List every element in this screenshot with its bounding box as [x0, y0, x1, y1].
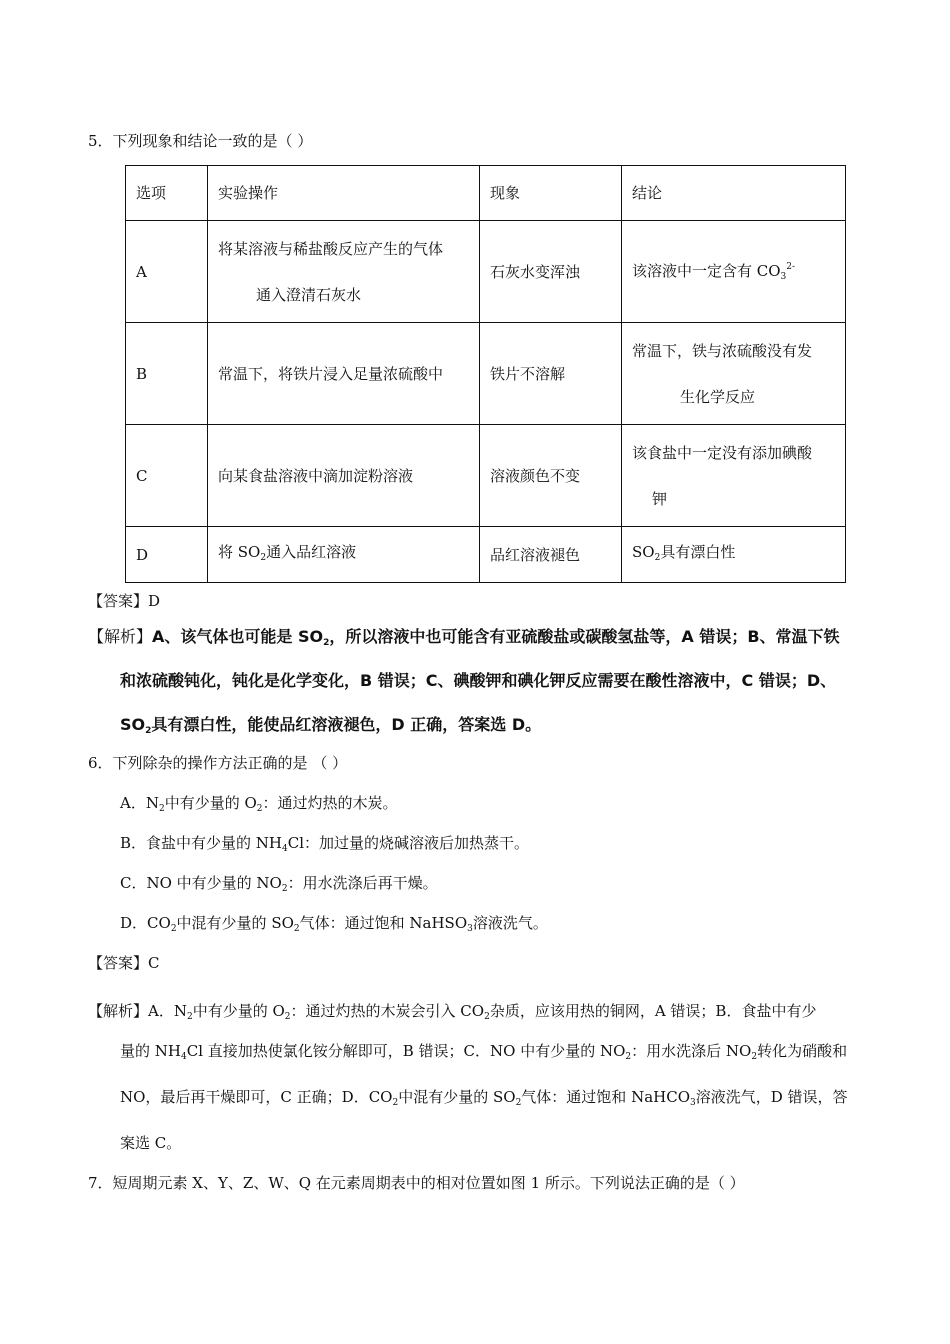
- subscript: 4: [282, 844, 288, 854]
- subscript: 2: [392, 1098, 399, 1108]
- analysis-5-line-2: 和浓硫酸钝化，钝化是化学变化，B 错误；C、碘酸钾和碘化钾反应需要在酸性溶液中，C 错误；D、: [120, 671, 837, 690]
- option-text: 溶液洗气。: [472, 914, 548, 932]
- row-operation: 向某食盐溶液中滴加淀粉溶液: [208, 425, 480, 527]
- subscript: 2: [186, 1012, 193, 1022]
- subscript: 2: [625, 1052, 632, 1062]
- subscript: 2: [484, 1012, 490, 1022]
- operation-line: 通入澄清石灰水: [256, 285, 362, 304]
- subscript: 4: [180, 1052, 187, 1062]
- conclusion-text: 该溶液中一定含有 CO: [632, 261, 781, 280]
- operation-text: 将 SO: [218, 542, 261, 561]
- analysis-text: ：通过灼热的木炭会引入 CO: [290, 1002, 485, 1020]
- subscript: 3: [467, 924, 473, 934]
- row-option: D: [126, 527, 208, 583]
- conclusion-text: SO: [632, 542, 655, 561]
- analysis-text: 气体：通过饱和 NaHCO: [521, 1088, 690, 1106]
- option-text: ：用水洗涤后再干燥。: [287, 874, 438, 892]
- row-conclusion: [622, 221, 846, 323]
- option-text: 气体：通过饱和 NaHSO: [299, 914, 468, 932]
- analysis-text: 溶液洗气，D 错误，答: [695, 1088, 848, 1106]
- option-6b: [120, 832, 529, 854]
- analysis-text: SO: [120, 715, 146, 734]
- analysis-text: NO，最后再干燥即可，C 正确；D．CO: [120, 1088, 393, 1106]
- option-text: A．N: [120, 794, 159, 812]
- analysis-text: 具有漂白性，能使品红溶液褪色，D 正确，答案选 D。: [151, 715, 542, 734]
- subscript: 2: [260, 552, 267, 563]
- subscript: 2: [158, 804, 165, 814]
- row-operation: [208, 527, 480, 583]
- header-operation: 实验操作: [208, 166, 480, 221]
- row-option: A: [126, 221, 208, 323]
- subscript: 2: [323, 638, 330, 648]
- row-phenomenon: 品红溶液褪色: [480, 527, 622, 583]
- conclusion-text: 具有漂白性: [660, 542, 736, 561]
- table-header-row: [126, 166, 846, 221]
- analysis-text: ：用水洗涤后 NO: [631, 1042, 752, 1060]
- subscript: 2: [751, 1052, 758, 1062]
- subscript: 2: [284, 1012, 291, 1022]
- subscript: 2: [654, 552, 661, 563]
- analysis-text: 量的 NH: [120, 1042, 181, 1060]
- subscript: 3: [690, 1098, 696, 1108]
- row-operation: 常温下，将铁片浸入足量浓硫酸中: [208, 323, 480, 425]
- analysis-text: A、该气体也可能是 SO: [152, 627, 324, 646]
- question-5-table: [125, 165, 846, 583]
- analysis-text: ，所以溶液中也可能含有亚硫酸盐或碳酸氢盐等，A 错误；B、常温下铁: [329, 627, 840, 646]
- question-5: 5．下列现象和结论一致的是（ ）: [88, 132, 313, 150]
- superscript: 2-: [786, 261, 796, 272]
- analysis-5-line-3: [120, 712, 541, 736]
- table-row: [126, 221, 846, 323]
- analysis-text: 中有少量的 O: [192, 1002, 285, 1020]
- header-conclusion: 结论: [622, 166, 846, 221]
- analysis-6-line-3: [120, 1086, 848, 1108]
- conclusion-line: 钾: [652, 489, 668, 508]
- option-text: 中有少量的 O: [164, 794, 257, 812]
- analysis-label: 【解析】: [88, 627, 153, 646]
- subscript: 2: [145, 726, 152, 736]
- option-text: B．食盐中有少量的 NH: [120, 834, 282, 852]
- option-text: 中混有少量的 SO: [176, 914, 294, 932]
- option-6c: [120, 872, 438, 894]
- table-row: [126, 425, 846, 527]
- header-option: 选项: [126, 166, 208, 221]
- analysis-text: 中混有少量的 SO: [398, 1088, 516, 1106]
- question-6: 6．下列除杂的操作方法正确的是 （ ）: [88, 754, 348, 772]
- subscript: 3: [780, 271, 787, 282]
- row-phenomenon: 铁片不溶解: [480, 323, 622, 425]
- answer-6: 【答案】C: [88, 954, 160, 972]
- table-row: [126, 527, 846, 583]
- row-operation: [208, 221, 480, 323]
- row-conclusion: [622, 323, 846, 425]
- option-6a: [120, 792, 398, 814]
- operation-line: 将某溶液与稀盐酸反应产生的气体: [218, 239, 444, 258]
- answer-5: 【答案】D: [88, 592, 161, 610]
- analysis-text: 转化为硝酸和: [757, 1042, 848, 1060]
- row-option: B: [126, 323, 208, 425]
- subscript: 2: [170, 924, 177, 934]
- conclusion-line: 该食盐中一定没有添加碘酸: [632, 443, 813, 462]
- option-6d: [120, 912, 548, 934]
- option-text: Cl：加过量的烧碱溶液后加热蒸干。: [287, 834, 530, 852]
- analysis-text: 杂质，应该用热的铜网，A 错误；B．食盐中有少: [489, 1002, 817, 1020]
- header-phenomenon: 现象: [480, 166, 622, 221]
- question-7: 7．短周期元素 X、Y、Z、W、Q 在元素周期表中的相对位置如图 1 所示。下列说法正确的是（ ）: [88, 1174, 745, 1192]
- conclusion-line: 生化学反应: [680, 387, 756, 406]
- analysis-5-line-1: [88, 624, 840, 648]
- row-phenomenon: 溶液颜色不变: [480, 425, 622, 527]
- subscript: 2: [515, 1098, 522, 1108]
- analysis-6-line-1: [88, 1000, 816, 1022]
- analysis-6-line-2: [120, 1040, 847, 1062]
- subscript: 2: [256, 804, 263, 814]
- analysis-6-line-4: 案选 C。: [120, 1134, 182, 1152]
- row-phenomenon: 石灰水变浑浊: [480, 221, 622, 323]
- option-text: C．NO 中有少量的 NO: [120, 874, 282, 892]
- row-option: C: [126, 425, 208, 527]
- subscript: 2: [281, 884, 288, 894]
- operation-text: 通入品红溶液: [266, 542, 357, 561]
- option-text: ：通过灼热的木炭。: [262, 794, 398, 812]
- analysis-text: Cl 直接加热使氯化铵分解即可，B 错误；C．NO 中有少量的 NO: [186, 1042, 626, 1060]
- analysis-text: A．N: [148, 1002, 187, 1020]
- table-row: [126, 323, 846, 425]
- subscript: 2: [293, 924, 300, 934]
- analysis-label: 【解析】: [88, 1002, 149, 1020]
- conclusion-line: 常温下，铁与浓硫酸没有发: [632, 341, 813, 360]
- row-conclusion: [622, 425, 846, 527]
- row-conclusion: [622, 527, 846, 583]
- option-text: D．CO: [120, 914, 171, 932]
